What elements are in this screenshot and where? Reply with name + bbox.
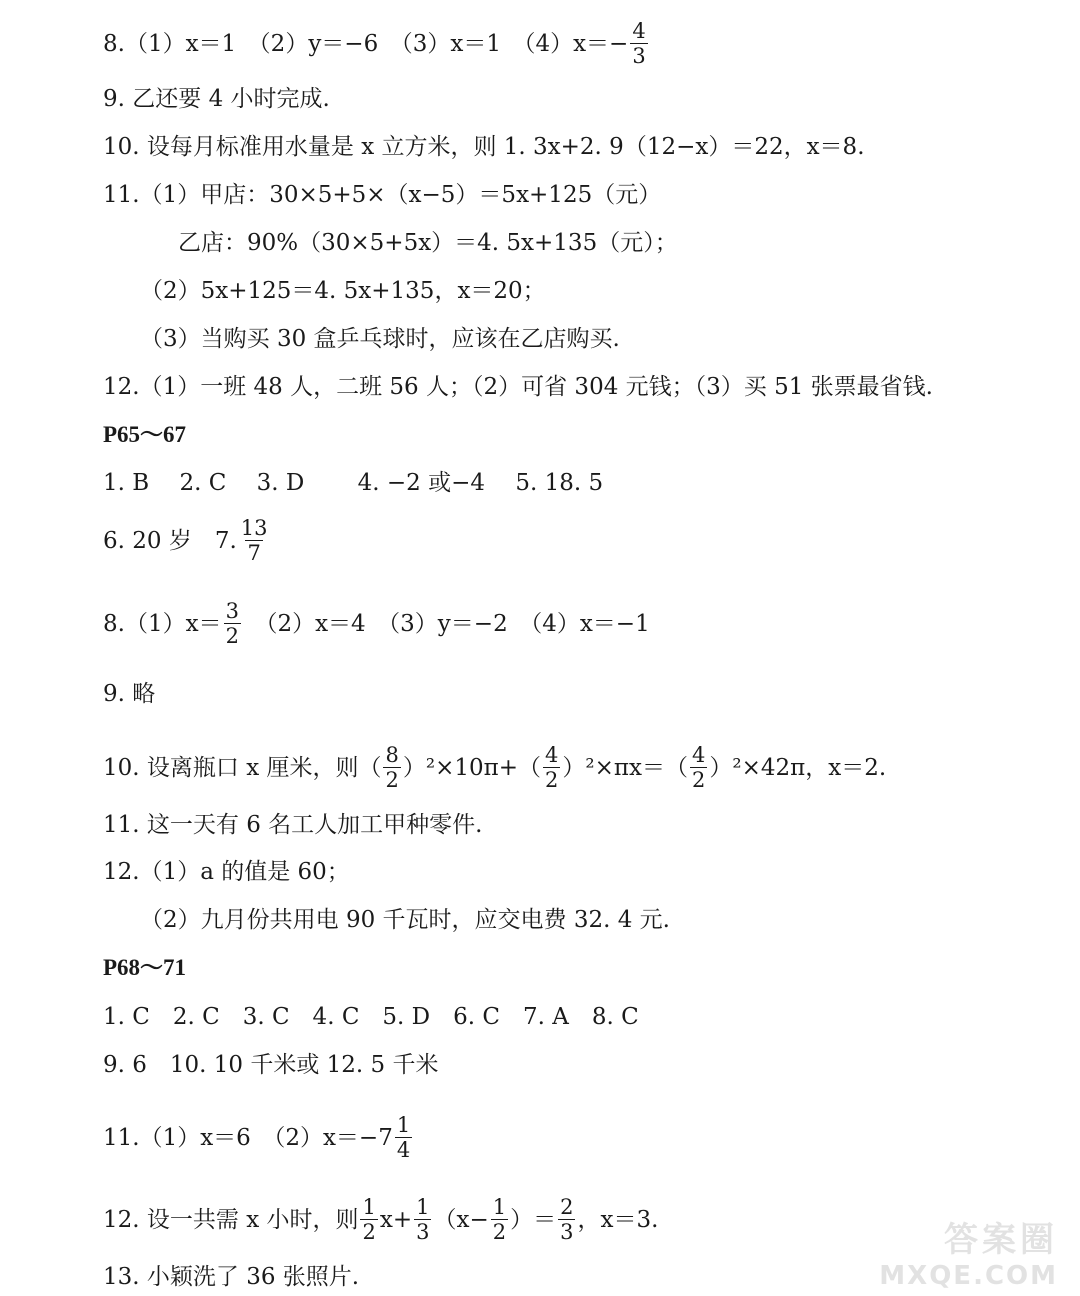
fraction [690, 744, 707, 791]
answer-line: 9. 乙还要 4 小时完成. [103, 86, 330, 112]
answer-line [103, 517, 272, 564]
answer-line: 10. 设每月标准用水量是 x 立方米，则 1. 3x+2. 9（12−x）＝22，x＝8. [103, 134, 865, 160]
answer-text: ）²×42π，x＝2. [709, 754, 887, 781]
answer-text: 11.（1）x＝6 （2）x＝−7 [103, 1124, 393, 1151]
answer-line: （2）九月份共用电 90 千瓦时，应交电费 32. 4 元. [140, 907, 670, 933]
answer-text: x+ [379, 1206, 413, 1233]
answer-text: ）²×10π+（ [402, 754, 542, 781]
answer-line [103, 600, 650, 647]
denominator: 2 [385, 768, 399, 793]
denominator: 2 [492, 1220, 507, 1245]
answer-text: 10. 设离瓶口 x 厘米，则（ [103, 754, 382, 781]
answer-line: 11. 这一天有 6 名工人加工甲种零件. [103, 812, 483, 838]
numerator: 4 [545, 743, 559, 767]
fraction [239, 517, 270, 564]
answer-line: 9. 6 10. 10 千米或 12. 5 千米 [103, 1052, 439, 1078]
denominator: 7 [247, 541, 261, 566]
denominator: 3 [560, 1220, 574, 1245]
numerator: 4 [691, 743, 706, 767]
numerator: 3 [225, 599, 239, 623]
answer-text: ，x＝3. [577, 1206, 659, 1233]
fraction [395, 1114, 412, 1161]
numerator: 4 [632, 19, 646, 43]
numerator: 1 [396, 1113, 411, 1137]
answer-line: 乙店：90%（30×5+5x）＝4. 5x+135（元）； [178, 230, 678, 256]
answer-line: 1. B 2. C 3. D 4. −2 或−4 5. 18. 5 [103, 470, 604, 496]
answer-text: 12. 设一共需 x 小时，则 [103, 1206, 359, 1233]
section-heading: P65～67 [103, 422, 187, 447]
section-heading: P68～71 [103, 955, 187, 980]
answer-line: 1. C 2. C 3. C 4. C 5. D 6. C 7. A 8. C [103, 1004, 639, 1030]
numerator: 1 [362, 1195, 376, 1219]
answer-text: ）²×πx＝（ [562, 754, 688, 781]
denominator: 3 [416, 1220, 430, 1245]
answer-line [103, 1196, 658, 1243]
answer-line: （3）当购买 30 盒乒乓球时，应该在乙店购买. [140, 326, 620, 352]
fraction [383, 744, 400, 791]
fraction [558, 1196, 575, 1243]
answer-line: 11.（1）甲店：30×5+5×（x−5）＝5x+125（元） [103, 182, 662, 208]
answer-line [103, 744, 886, 791]
answer-line: 13. 小颖洗了 36 张照片. [103, 1264, 360, 1290]
answer-line: 9. 略 [103, 681, 156, 707]
numerator: 1 [492, 1195, 507, 1219]
denominator: 2 [225, 624, 239, 649]
answer-line [103, 1114, 414, 1161]
answer-text: 6. 20 岁 7. [103, 527, 237, 554]
fraction [414, 1196, 431, 1243]
denominator: 3 [632, 44, 646, 69]
answer-text: ）＝ [510, 1206, 557, 1233]
fraction [224, 600, 241, 647]
fraction [360, 1196, 377, 1243]
answer-text: （2）x＝4 （3）y＝−2 （4）x＝−1 [242, 610, 650, 637]
denominator: 4 [396, 1138, 411, 1163]
site-watermark [879, 1206, 1058, 1292]
denominator: 2 [545, 768, 559, 793]
denominator: 2 [362, 1220, 376, 1245]
answer-line: 12.（1）一班 48 人，二班 56 人；（2）可省 304 元钱；（3）买 51 张票最省钱. [103, 374, 933, 400]
answer-text: 8.（1）x＝ [103, 610, 222, 637]
fraction [543, 744, 560, 791]
numerator: 8 [385, 743, 399, 767]
fraction [491, 1196, 508, 1243]
watermark-url: MXQE.COM [879, 1261, 1058, 1291]
answer-line [103, 20, 650, 67]
answer-text: （x− [433, 1206, 489, 1233]
answer-line: （2）5x+125＝4. 5x+135，x＝20； [140, 278, 546, 304]
numerator: 13 [240, 516, 268, 540]
denominator: 2 [691, 768, 706, 793]
watermark-logo-text: 答案圈 [944, 1220, 1058, 1260]
answer-text: 8.（1）x＝1 （2）y＝−6 （3）x＝1 （4）x＝− [103, 30, 629, 57]
numerator: 2 [560, 1195, 574, 1219]
answer-line: 12.（1）a 的值是 60； [103, 859, 350, 885]
fraction [630, 20, 647, 67]
numerator: 1 [416, 1195, 430, 1219]
